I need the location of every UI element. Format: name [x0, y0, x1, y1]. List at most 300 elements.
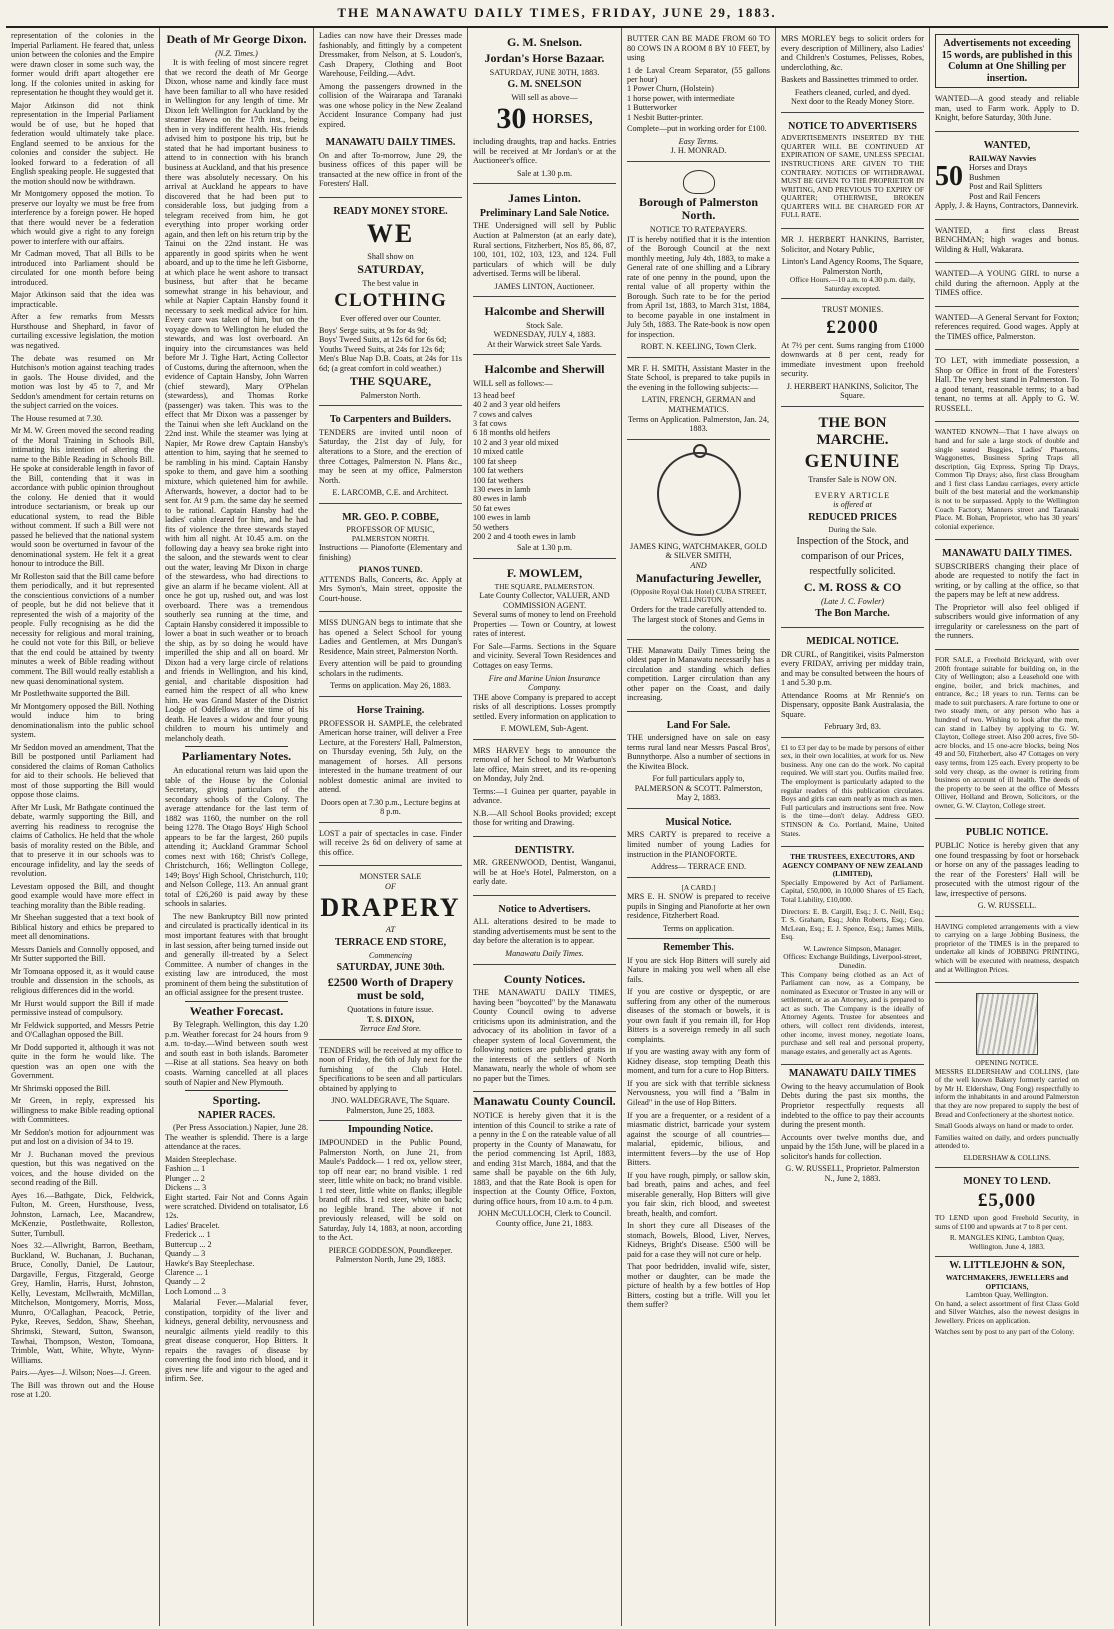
- ad-jobbing: [935, 920, 1079, 983]
- ad-body: Owing to the heavy accumulation of Book Debts during the past six months, the Proprietor respectfully requests all indebted to the office to pay their accounts during the present month.: [781, 1081, 924, 1130]
- article-headline: Death of Mr George Dixon.: [166, 32, 307, 46]
- race-result: Quandy ... 3: [165, 1249, 206, 1259]
- race-results: [165, 1155, 308, 1296]
- ad-body: BUTTER CAN BE MADE FROM 60 TO 80 COWS IN A ROOM 8 BY 10 FEET, by using: [627, 34, 770, 63]
- article-paragraph: Noes 32.—Allwright, Barron, Beetham, Buckland, W. Buchanan, J. Buchanan, Bruce, Conolly, Daniel, De Lautour, Dargaville, Fergus, Fitzgerald, George Grey, Hamlin, Harris, Hurst, Johnston, Kelly, Levestam, McIlwraith, McMillan, Mitchelson, Montgomery, Morris, Moss, Munro, O'Callaghan, Peacock, Petrie, Pyke, Reeves, Seddon, Shaw, Sheehan, Shrimski, Steward, Sutton, Swanson, Tawhai, Thompson, Weston, Tomoana, Trimble, Watt, White, Whyte, Wynn-Williams.: [11, 1241, 154, 1365]
- hop-bitters-paragraph: If you are sick Hop Bitters will surely aid Nature in making you well when all else fails.: [627, 955, 770, 984]
- ad-signature: R. MANGLES KING, Lambton Quay, Wellington. June 4, 1883.: [949, 1233, 1065, 1251]
- ad-body: WANTED—A good steady and reliable man, used to Farm work. Apply to D. Knight, before Saturday, 30th June.: [935, 94, 1079, 123]
- ad-county-notices: [473, 968, 616, 1093]
- ad-address: THE SQUARE, PALMERSTON.: [494, 581, 595, 591]
- article-paragraph: Mr Montgomery opposed the motion. To preserve our loyalty we must be free from interference by a foreign power. He hoped that there would never be a federation which would give a right to any foreign power to interfere with our affairs.: [11, 189, 154, 246]
- ad-body: TO LET, with immediate possession, a Shop or Office in front of the Foresters' Hall. The very best stand in Palmerston. To a good tenant, reasonable terms; to a bad tenant, no terms at all. Apply to G. W. RUSSELL.: [935, 356, 1079, 413]
- ad-text: MONSTER SALE: [359, 872, 422, 882]
- ad-bakery: [935, 986, 1079, 1168]
- ad-address: THE SQUARE,: [349, 374, 432, 389]
- ad-body: Directors: E. B. Cargill, Esq.; J. C. Neill, Esq.; T. S. Graham, Esq.; John Roberts, Esq.; Geo. McLean, Esq.; E. J. Spence, Esq.; James Mills, Esq.: [781, 906, 924, 942]
- ad-trust-monies: [781, 302, 924, 407]
- ad-text: is offered at: [833, 500, 872, 510]
- ad-text: EVERY ARTICLE: [814, 490, 891, 500]
- ad-body: Apply, J. & Hayns, Contractors, Dannevirk.: [935, 201, 1079, 211]
- ad-office-move: [319, 132, 462, 198]
- ad-town: Palmerston North.: [360, 390, 421, 400]
- ad-body: ADVERTISEMENTS INSERTED BY THE QUARTER WILL BE CONTINUED AT EXPIRATION OF SAME, UNLESS SPECIAL INSTRUCTIONS ARE GIVEN TO THE CONTRARY. NOTICES OF WITHDRAWAL MUST BE GIVEN TO THE PROPRIETOR IN WRITING, AND PREVIOUS TO EXPIRY OF QUARTER; OTHERWISE, BROKEN QUARTERS WILL BE CHARGED FOR AT FULL RATE.: [781, 133, 924, 220]
- ad-signature: G. W. RUSSELL.: [977, 901, 1037, 911]
- ad-date: SATURDAY, JUNE 30TH, 1883.: [489, 67, 600, 77]
- stock-item: 40 2 and 3 year old heifers: [473, 400, 561, 410]
- article-body: An educational return was laid upon the table of the House by the Colonial Secretary, giving particulars of the secondary schools of the Colony. The average attendance for the last term of 1882 was 1160, the number on the roll being 1278. The Otago Boys' High School appears to be far the largest, 260 pupils attending it; Auckland Grammar School comes next with 168; Christ's College, Christchurch, 166; Wellington College, 149; Boys' High School, Christchurch, 110; and Nelson College, 113. An annual grant total of £26,260 is paid away by these schools in salaries.: [165, 766, 308, 909]
- ad-notice-to-advertisers: [781, 116, 924, 229]
- ad-text: AND: [690, 560, 707, 570]
- ad-signature: PALMERSON & SCOTT. Palmerston, May 2, 1883.: [634, 783, 763, 803]
- divider: [185, 1001, 288, 1002]
- race-result: Hawke's Bay Steeplechase.: [165, 1258, 255, 1268]
- article-paragraph: Mr Cadman moved, That all Bills to be introduced into Parliament should be circulated for one month before being introduced.: [11, 249, 154, 287]
- ad-body: TENDERS will be received at my office to noon of Friday, the 6th of July next for the furnishing of the Club Hotel. Specifications to be seen and all particulars obtained by applying to: [319, 1045, 462, 1093]
- ad-text: Office Hours.—10 a.m. to 4.30 p.m. daily, Saturday excepted.: [789, 275, 916, 293]
- ad-body: Accounts over twelve months due, and unpaid by the 15th June, will be placed in a solicitor's hands for collection.: [781, 1132, 924, 1161]
- article-body: It is with feeling of most sincere regret that we record the death of Mr George Dixon, whose name and kindly face must have been familiar to all who have resided in Wellington for any length of time. Mr Dixon left Wellington for Auckland by the steamer Hawea on the 17th inst., being then in very indifferent health. His friends advised him to postpone his trip, but he stated that he had important business to attend to in connection with his branch business at Auckland, and that his presence there was absolutely necessary. On his arrival at Auckland he appears to have discovered that he had been put to considerable loss, but judging from a telegram received from him, he got everything into proper working order again, and then left on his return trip by the Tainui on the 22nd instant. He was apparently in good spirits when he went aboard, and up to the time he left Gisborne, at which place he went ashore to transact business, but after that he became somewhat strange in his behaviour, and while at Napier Captain Hansby found it necessary to seek medical advice for him. Every care was taken of him, but on the voyage down to Wellington he eluded the stewards, and was lost overboard. An inquiry into the circumstances was held before Mr J. Tighe Hart, Acting Collector of Customs, during the afternoon, when the evidence of Captain Hansby, John Warren (chief steward), Mary O'Phelan (stewardess), and Thomas Rorke (passenger) was taken. This was to the effect that Mr Dixon was a passenger by the Tainui when she left Auckland on the 22nd inst. While the steamer was lying at Napier, Mr Rowe drew Captain Hansby's attention to him, saying that he seemed to be rambling in his mind. Captain Hansby spoke to them, and gave him a soothing mixture, which quietened him for awhile. Afterwards, however, a doctor had to be sent for. At 9 p.m. the same day he seemed to be rational. Captain Hansby had the ladies' cabin cleared for him, and he had fits of violence the three stewards stayed with him all night. At 10.45 a.m. on the following day a heavy sea broke right into the saloon, and the stewards went to clear out the water, leaving Mr Dixon in charge of the stewardess, who had directions to give an alarm if he became violent. All at once he got up, rushed out, and was lost overboard. There was a tremendous southerly sea running at the time, and Captain Hansby considered it impossible to lower a boat in such weather or to broach the ship, as by so doing he would have imperilled the ship and all on board. Mr Dixon had a very large circle of relations and friends in Wellington, and his kind, genial, and charitable disposition had earned him the respect of all who knew him. He was Grand Master of the District Lodge of Oddfellows at the time of his death. He leaves a widow and four young children to mourn his untimely and melancholy death.: [165, 58, 308, 743]
- ad-text: Feathers cleaned, curled, and dyed.: [794, 87, 911, 97]
- stock-item: 10 mixed cattle: [473, 447, 524, 457]
- columns: [6, 28, 1108, 1626]
- ad-medical: [781, 631, 924, 738]
- article-body: By Telegraph. Wellington, this day 1.20 p.m. Weather forecast for 24 hours from 9 a.m. to-day.—Wind between south west and south east in both islands. Barometer—Rise at all stations. Sea heavy on both coasts. Warning cancelled at all places south of Napier and New Plymouth.: [165, 1020, 308, 1087]
- column-2: [160, 28, 314, 1626]
- ad-body: MR J. HERBERT HANKINS, Barrister, Solicitor, and Notary Public,: [781, 234, 924, 254]
- hop-bitters-paragraph: If you are wasting away with any form of Kidney disease, stop tempting Death this moment, and turn for a cure to Hop Bitters.: [627, 1047, 770, 1076]
- ad-body: ATTENDS Balls, Concerts, &c. Apply at Mrs Symon's, Main street, opposite the Court-house.: [319, 574, 462, 603]
- divider: [185, 1090, 288, 1091]
- ad-heading: F. MOWLEM,: [506, 566, 583, 580]
- ad-halcombe-1: [473, 300, 616, 355]
- ad-monster-sale: [319, 869, 462, 1040]
- hop-bitters-paragraph: In short they cure all Diseases of the stomach, Bowels, Blood, Liver, Nerves, Kidneys, Bright's Disease. £500 will be paid for a case they will not cure or help.: [627, 1221, 770, 1259]
- ad-body: Every attention will be paid to grounding scholars in the rudiments.: [319, 659, 462, 678]
- ad-text: For full particulars apply to,: [652, 774, 745, 784]
- article-body: Malarial Fever.—Malarial fever, constipation, torpidity of the liver and kidneys, general debility, nervousness and neuralgic ailments yield readily to this great disease conqueror, Hop Bitters. It repairs the ravages of disease by converting the food into rich blood, and it gives new life and vigour to the aged and infirm. See.: [165, 1298, 308, 1384]
- stock-item: 100 fat wethers: [473, 475, 524, 485]
- article-paragraph: Mr Sheehan suggested that a text book of Biblical history and ethics be prepared to meet all denominations.: [11, 913, 154, 942]
- article-paragraph: Mr Postlethwaite supported the Bill.: [11, 689, 130, 699]
- article-paragraph: Major Atkinson said that the idea was impracticable.: [11, 290, 154, 309]
- ad-text: Sale at 1.30 p.m.: [516, 168, 573, 178]
- subheading: NAPIER RACES.: [197, 1109, 276, 1121]
- ad-body: Baskets and Bassinettes trimmed to order.: [781, 75, 919, 85]
- ad-text: Ever offered over our Counter.: [340, 314, 441, 324]
- ad-text: Late County Collector, VALUER, AND COMMISSION AGENT.: [479, 591, 610, 610]
- ad-body: For Sale—Farms. Sections in the Square and vicinity. Several Town Residences and Cottages on easy Terms.: [473, 641, 616, 670]
- article-paragraph: Mr Shrimski opposed the Bill.: [11, 1083, 111, 1093]
- ad-body: PROFESSOR H. SAMPLE, the celebrated American horse trainer, will deliver a Free Lecture, at the Foresters' Hall, Palmerston, on Thursday evening, 5th July, on the management of horses. All persons interested in the humane treatment of our noblest domestic animal are invited to attend.: [319, 718, 462, 795]
- ad-body: HAVING completed arrangements with a view to carrying on a large Jobbing Business, the proprietor of the TIMES is in the prepared to undertake all kinds of JOBBING PRINTING, which will be executed with neatness, despatch and at Wellington Prices.: [935, 921, 1079, 974]
- article-paragraph: Mr Dodd supported it, although it was not quite in the form he would like. The question was an open one with the Government.: [11, 1042, 154, 1081]
- ad-heading: READY MONEY STORE.: [333, 205, 448, 217]
- pocket-watch-icon: [657, 452, 741, 536]
- paragraph: Ladies can now have their Dresses made fashionably, and fittingly by a competent Dressmaker, from Nelson, at S. Loudon's, Cash Drapery, Clothing and Boot Warehouse, Feilding.—Advt.: [319, 31, 462, 79]
- masthead: THE MANAWATU DAILY TIMES, FRIDAY, JUNE 29, 1883.: [6, 0, 1108, 28]
- section-heading: Weather Forecast.: [189, 1003, 284, 1018]
- ad-body: MRS MORLEY begs to solicit orders for every description of Millinery, also Ladies' and Children's Costumes, Pelisses, Robes, underclothing, &c.: [781, 34, 924, 72]
- ad-butter: [627, 31, 770, 162]
- ad-body: SUBSCRIBERS changing their place of abode are requested to notify the fact in writing, or by calling at the office, so that the papers may be left at new address.: [935, 561, 1079, 600]
- ad-text: £2500 Worth of Drapery must be sold,: [327, 974, 454, 1003]
- article-paragraph: Mr Rolleston said that the Bill came before them periodically, and it but represented the conscientious convictions of a number of people, but he did not believe that it represented the wish of a majority of the people. Fully recognising as he did the necessity for religious and moral training, he could not vote for this Bill, or believe that the end could be attained by twenty minutes a week of Bible reading without comment. The Bill would really establish a new quasi denominational system.: [11, 571, 154, 686]
- ad-heading: JAMES KING, WATCHMAKER, GOLD & SILVER SMITH,: [630, 541, 767, 561]
- article-paragraph: Mr Seddon's motion for adjournment was put and lost on a division of 34 to 19.: [11, 1127, 154, 1147]
- ad-body: TENDERS are invited until noon of Saturday, the 21st day of July, for alterations to a Store, and the erection of three Cottages, Palmerston N. Plans &c., may be seen at my office, Palmerston North.: [319, 427, 462, 485]
- ad-heading: County Notices.: [503, 971, 586, 986]
- ad-body: DR CURL, of Rangitikei, visits Palmerston every FRIDAY, arriving per midday train, and may be consulted between the hours of 1 and 5.30 p.m.: [781, 649, 924, 688]
- ad-heading: James Linton.: [508, 191, 581, 206]
- stock-item: 50 fat ewes: [473, 503, 511, 513]
- ad-body: On and after To-morrow, June 29, the business offices of this paper will be transacted at the new office in front of the Foresters' Hall.: [319, 150, 462, 189]
- ad-heading: TRUST MONIES.: [821, 305, 884, 315]
- article-paragraph: After Mr Lusk, Mr Bathgate continued the debate, warmly supporting the Bill, and averring his readiness to recognise the claims of Catholics. He held that the whole basis of morality rested on the Bible, and that to preserve it in our schools was to encourage infidelity, and lay the seeds of revolution.: [11, 802, 154, 879]
- ad-bon-marche: [781, 410, 924, 628]
- equipment-list: [627, 66, 770, 123]
- ad-heading: THE BON MARCHE.: [816, 414, 889, 449]
- ad-big-text: DRAPERY: [320, 893, 461, 923]
- ad-heading: Impounding Notice.: [347, 1124, 433, 1136]
- ad-littlejohn: [935, 1260, 1079, 1337]
- ad-subheading: NOTICE TO RATEPAYERS.: [649, 225, 748, 235]
- ad-text: Commencing: [368, 950, 413, 960]
- ad-body: WANTED—A YOUNG GIRL to nurse a child during the afternoon. Apply at the TIMES office.: [935, 269, 1079, 298]
- clothing-item: Men's Blue Nap D.B. Coats, at 24s for 11s 6d; (a great comfort in cold weather.): [319, 354, 462, 373]
- ad-heading: G. M. Snelson.: [506, 35, 582, 49]
- ad-county-council: [473, 1095, 616, 1228]
- ad-ready-money-store: [319, 201, 462, 407]
- article-paragraph: Mr M. W. Green moved the second reading of the Moral Training in Schools Bill, intimating his intention of altering the name to the Bible Reading in Schools Bill. He spoke at considerable length in favor of the Bill, contending that it was in accordance with public opinion throughout the colony. He denied that it would introduce sectarianism, or break up our educational system, to read the Bible without comment. If such a Bill were not passed he believed that the national system would soon be overturned in favour of the denominational system. He felt it a great honour to introduce the Bill.: [11, 426, 154, 569]
- article-paragraph: Ayes 16.—Bathgate, Dick, Feldwick, Fulton, M. Green, Hursthouse, Ivess, Johnston, Larnach, Lee, Macandrew, McKenzie, Postlethwaite, Rolleston, Sutter, Turnbull.: [11, 1190, 154, 1238]
- column-6: [776, 28, 930, 1626]
- ad-halcombe-2: [473, 358, 616, 559]
- ad-tenders: [319, 409, 462, 503]
- ad-body: £1 to £3 per day to be made by persons of either sex, in their own localities, at work for us. New business. Any one can do the work. No capital required. We will start you. Outfits mailed free. The employment is particularly adapted to the regular readers of this publication circulates. Boys and girls can earn nearly as much as men. Full particulars and instructions sent free. Now is the time—don't delay. Address GEO. STINSON & Co. Portland, Maine, United States.: [781, 742, 924, 838]
- ad-body: Complete—put in working order for £100.: [627, 124, 767, 134]
- ad-body: MISS DUNGAN begs to intimate that she has opened a Select School for young Ladies and Gentlemen, at Mrs Dungan's Residence, Main street, Palmerston North.: [319, 618, 462, 656]
- ad-text: Bushmen: [969, 172, 1000, 182]
- article-body: (Per Press Association.) Napier, June 28. The weather is splendid. There is a large attendance at the races.: [165, 1123, 308, 1152]
- article-paragraph: Mr Green, in reply, expressed his willingness to make Bible reading optional with Committees.: [11, 1096, 154, 1125]
- hop-bitters-paragraph: If you are sick with that terrible sickness Nervousness, you will find a "Balm in Gilead" in the use of Hop Bitters.: [627, 1078, 770, 1107]
- article-paragraph: Major Atkinson did not think representation in the Imperial Parliament would be of use, but he hoped that federation would ultimately take place. England seemed to be anxious for the colonies and consider the subject. He looked forward to a federation of all English speaking people. He suggested that the motion should now be withdrawn.: [11, 100, 154, 186]
- ad-heading: Manufacturing Jeweller,: [635, 571, 762, 586]
- ad-body: THE MANAWATU DAILY TIMES, having been "boycotted" by the Manawatu County Council owing to adverse criticisms upon its administration, and the advocacy of its abolition in favor of a cheaper system of local Government, the following notices are published gratis in the interests of the settlers of North Manawatu, nearly the whole of whom see no paper but the Times.: [473, 988, 616, 1083]
- ad-body: IT is hereby notified that it is the intention of the Borough Council at the next monthly meeting, July 4th, 1883, to make a General rate of one shilling and a Library rate of one penny in the pound, upon the rental value of all property within the Borough. Such rate to be for the period from April 1st, 1883, to March 31st, 1884, to become payable in one instalment in July 5th, 1883. The Rate-book is now open for inspection.: [627, 234, 770, 339]
- ad-body: N.B.—All School Books provided; except those for writing and Drawing.: [473, 808, 616, 828]
- ad-stinson: [781, 741, 924, 847]
- ad-heading: W. LITTLEJOHN & SON,: [949, 1260, 1065, 1272]
- ad-heading: The Bon Marche.: [815, 608, 890, 620]
- ad-text: W. Lawrence Simpson, Manager.: [803, 943, 902, 953]
- ad-address: Offices: Exchange Buildings, Liverpool-street, Dunedin.: [783, 952, 922, 971]
- stock-item: 100 ewes in lamb: [473, 513, 531, 523]
- article-paragraph: The House resumed at 7.30.: [11, 413, 103, 423]
- race-result: Dickens ... 3: [165, 1183, 207, 1193]
- hop-bitters-paragraph: That poor bedridden, invalid wife, sister, mother or daughter, can be made the picture of health by a few bottles of Hop Bitters, costing but a trifle. Will you let them suffer?: [627, 1262, 770, 1310]
- ad-address: (Opposite Royal Oak Hotel) CUBA STREET, WELLINGTON.: [630, 586, 767, 605]
- ad-body: NOTICE is hereby given that it is the intention of this Council to strike a rate of a penny in the £ on the rateable value of all property in the County of Manawatu, for the period commencing 1st April, 1883, and ending 31st March, 1884, and that the same shall be payable on the 6th July, 1883, and that the Rate Book is open for inspection at the County Office, Foxton, during office hours, from 10 a.m. to 4 p.m.: [473, 1111, 616, 1206]
- article-paragraph: Mr J. Buchanan moved the previous question, but this was negatived on the voices, and the house divided on the second reading of the Bill.: [11, 1149, 154, 1188]
- column-1: [6, 28, 160, 1626]
- ad-heading: OPENING NOTICE.: [975, 1058, 1039, 1068]
- clothing-item: Youths Tweed Suits, at 24s for 12s 6d;: [319, 344, 445, 354]
- clothing-item: Boys' Tweed Suits, at 12s 6d for 6s 6d;: [319, 335, 447, 345]
- ad-text: During the Sale.: [828, 524, 877, 534]
- article-paragraph: Mr Hurst would support the Bill if made permissive instead of compulsory.: [11, 998, 154, 1018]
- ad-body: IMPOUNDED in the Public Pound, Palmerston North, on June 21, from Maule's Paddock— 1 red ox, yellow steer, top off near ear; no brand visible. 1 red steer, little white on back; no brand visible. 1 red steer, little white on flanks; illegible brand off ribs. 1 red steer, white on back; no legible brand. The above if not previously released, will be sold on Saturday, July 14, 1883, at noon, according to the Act.: [319, 1138, 462, 1243]
- ad-signature: PIERCE GODDESON, Poundkeeper. Palmerston North, June 29, 1883.: [328, 1245, 453, 1265]
- ad-day: SATURDAY,: [357, 262, 424, 277]
- ad-hop-bitters: [627, 942, 770, 1310]
- ad-signature: JNO. WALDEGRAVE, The Square. Palmerston, June 25, 1883.: [331, 1096, 450, 1115]
- ad-heading: MEDICAL NOTICE.: [806, 636, 899, 647]
- equipment-item: 1 Power Churn, (Holstein): [627, 84, 714, 94]
- ad-body: including draughts, trap and hacks. Entries will be received at Mr Jordan's or at the Auctioneer's office.: [473, 137, 616, 166]
- ad-musical: [627, 812, 770, 878]
- ad-body: Terms:—1 Guinea per quarter, payable in advance.: [473, 786, 616, 806]
- stock-item: 10 2 and 3 year old mixed: [473, 437, 559, 447]
- ad-big-number: 30: [496, 102, 527, 136]
- article-paragraph: After a few remarks from Messrs Hursthouse and Shephard, in favor of curtailing excessive legislation, the motion was negatived.: [11, 312, 154, 350]
- ad-impounding: [319, 1124, 462, 1264]
- ad-morley: [781, 31, 924, 113]
- article-paragraph: The debate was resumed on Mr Hutchison's motion against teaching trades in gaols. The House divided, and the motion was lost by 45 to 7, and Mr Seddon's amendment for certain returns on the subject carried on the voices.: [11, 353, 154, 411]
- ad-borough: [627, 165, 770, 358]
- ad-text: Post and Rail Splitters: [969, 182, 1043, 192]
- ad-mowlem: [473, 562, 616, 740]
- ad-signature: JAMES LINTON, Auctioneer.: [494, 281, 595, 291]
- ad-text: (Late J. C. Fowler): [821, 596, 884, 606]
- ad-subheading: Stock Sale.: [526, 320, 563, 330]
- stock-item: 80 ewes in lamb: [473, 494, 527, 504]
- stock-item: 100 fat wethers: [473, 466, 524, 476]
- ad-body: MR. GREENWOOD, Dentist, Wanganui, will be at Hoe's Hotel, Palmerston, on a early date.: [473, 858, 616, 887]
- ad-body: THE Manawatu Daily Times being the oldest paper in Manawatu necessarily has a circulation and standing which defies competition. Larger circulation than any other paper on the Coast, and daily increasing.: [627, 645, 770, 703]
- ad-text: Terrace End Store.: [359, 1024, 422, 1034]
- ad-address: Linton's Land Agency Rooms, The Square, Palmerston North,: [781, 257, 924, 276]
- ad-date: Terms on application. May 26, 1883.: [330, 681, 451, 691]
- ad-body: MR F. H. SMITH, Assistant Master in the State School, is prepared to take pupils in the evening in the following subjects:—: [627, 363, 770, 392]
- ad-signature: J. HERBERT HANKINS, Solicitor, The Square.: [786, 381, 919, 401]
- ad-text: WILL sell as follows:—: [473, 379, 553, 389]
- equipment-item: 1 horse power, with intermediate: [627, 93, 735, 103]
- ad-text: Doors open at 7.30 p.m., Lecture begins at 8 p.m.: [320, 797, 461, 817]
- ad-horse-training: [319, 700, 462, 823]
- column-header-box: Advertisements not exceeding 15 words, are published in this Column at One Shilling per insertion.: [935, 34, 1079, 88]
- article-paragraph: The Bill was thrown out and the House rose at 1.20.: [11, 1380, 154, 1400]
- ad-signature: G. W. RUSSELL, Proprietor. Palmerston N., June 2, 1883.: [785, 1164, 920, 1183]
- ad-body: Families waited on daily, and orders punctually attended to.: [935, 1132, 1079, 1151]
- ad-big-number: £2000: [826, 316, 879, 338]
- ad-heading: DENTISTRY.: [514, 844, 575, 856]
- ad-subheading: Preliminary Land Sale Notice.: [479, 207, 610, 219]
- ad-heading: MANAWATU DAILY TIMES: [788, 1068, 917, 1080]
- ad-body: The Proprietor will also feel obliged if subscribers would give information of any irregularity or carelessness on the part of the runners.: [935, 602, 1079, 641]
- ad-dentistry: [473, 840, 616, 896]
- ad-heading: Borough of Palmerston North.: [638, 194, 759, 223]
- stock-item: 6 18 months old heifers: [473, 428, 551, 438]
- ad-text: Transfer Sale is NOW ON.: [808, 475, 897, 485]
- ad-heading: THE TRUSTEES, EXECUTORS, AND AGENCY COMPANY OF NEW ZEALAND (LIMITED),: [782, 852, 923, 879]
- ad-body: WANTED KNOWN—That I have always on hand and for sale a large stock of double and single seated Buggies, Ladies' Phaetons, Waggonettes, Business Spring Traps all description, Gig Express, Spring Tip Drays, Common Tip Drays; also, first class Brougham and 1 first class Landau carriages, every article built of the best material and the workmanship is not to be surpassed. Apply to the Wellington Coach Factory, Manners street and Taranaki Place. M. Bohan, Proprietor, who has 30 years' colonial experience.: [935, 427, 1079, 531]
- ad-body: At 7½ per cent. Sums ranging from £1000 downwards at 8 per cent, ready for immediate investment upon freehold security.: [781, 340, 924, 379]
- ad-body: Attendance Rooms at Mr Rennie's on Dispensary, opposite Bank Australasia, the Square.: [781, 690, 924, 719]
- ad-signature: ELDERSHAW & COLLINS.: [963, 1152, 1051, 1162]
- ad-lost: [319, 826, 462, 867]
- ad-wanted-girl: [935, 266, 1079, 307]
- ad-land: [627, 715, 770, 809]
- ad-signature: ROBT. N. KEELING, Town Clerk.: [640, 342, 757, 352]
- ad-address: Lambton Quay, Wellington.: [965, 1290, 1049, 1300]
- ad-body: MRS E. H. SNOW is prepared to receive pupils in Singing and Pianoforte at her own residence, Fitzherbert Road.: [627, 892, 770, 921]
- ad-hankins: [781, 232, 924, 299]
- ad-heading: [A CARD.]: [681, 882, 716, 892]
- ad-big-text: WE: [366, 219, 415, 249]
- ad-signature: T. S. DIXON,: [367, 1014, 414, 1024]
- stock-item: 13 head beef: [473, 390, 515, 400]
- ad-heading: MANAWATU DAILY TIMES.: [942, 548, 1072, 560]
- ad-heading: To Carpenters and Builders.: [329, 414, 452, 426]
- ad-body: Small Goods always on hand or made to order.: [935, 1121, 1074, 1131]
- ad-body: This Company being clothed as an Act of Parliament can now, as a Company, be nominated as Executor or Trustee in any will or settlement, or as an Attorney, and is prepared to act as such. The Company is the ideally of Attorney Agents. Trustee for absentees and others, will collect rent dividends, interest, other income, invest money, negotiate loans, purchase and sell real and personal property, manage estates, and generally act as Agents.: [781, 969, 924, 1056]
- column-3: [314, 28, 468, 1626]
- ad-heading: Horse Training.: [356, 704, 425, 716]
- ad-text: LATIN, FRENCH, GERMAN and MATHEMATICS.: [641, 395, 756, 414]
- ad-text: Orders for the trade carefully attended to.: [630, 605, 767, 615]
- ad-town: PALMERSTON NORTH.: [351, 533, 430, 543]
- stock-item: 50 wethers: [473, 522, 509, 532]
- race-result: Loch Lomond ... 3: [165, 1286, 226, 1296]
- ad-heading: C. M. ROSS & CO: [803, 580, 902, 595]
- ad-to-let: [935, 353, 1079, 422]
- wheat-sheaf-icon: [976, 993, 1038, 1055]
- race-result: Maiden Steeplechase.: [165, 1154, 237, 1164]
- ad-text: Terms on Application. Palmerston, Jan. 24, 1883.: [627, 414, 770, 434]
- ad-heading: Notice to Advertisers.: [498, 903, 591, 915]
- ad-wanted-navvies: [935, 135, 1079, 220]
- ad-body: MRS HARVEY begs to announce the removal of her School to Mr Warburton's late office, Main street, and its re-opening on Monday, July 2nd.: [473, 745, 616, 784]
- section-heading: Parliamentary Notes.: [181, 749, 292, 764]
- stock-item: 7 cows and calves: [473, 409, 533, 419]
- ad-text: AT: [385, 925, 396, 935]
- ad-harvey: [473, 743, 616, 837]
- ad-text: Next door to the Ready Money Store.: [790, 97, 915, 107]
- ad-snelson: [473, 31, 616, 184]
- ad-heading: MONEY TO LEND.: [963, 1176, 1051, 1188]
- ad-heading: PUBLIC NOTICE.: [965, 827, 1049, 839]
- ad-public-notice: [935, 822, 1079, 916]
- stock-list: [473, 391, 616, 542]
- race-result: Eight started. Fair Not and Conns Again were scratched. Dividend on totalisator, L6 12s.: [165, 1192, 308, 1221]
- ad-heading: REDUCED PRICES: [808, 511, 897, 523]
- ad-body: PUBLIC Notice is hereby given that any one found trespassing by foot or horseback or horse on any of the passages leading to the rear of the Foresters' Hall will be prosecuted with the utmost rigour of the law, irrespective of persons.: [935, 841, 1079, 898]
- ad-heading: G. M. SNELSON: [507, 79, 582, 91]
- ad-body: TO LEND upon good Freehold Security, in sums of £100 and upwards at 7 to 8 per cent.: [935, 1213, 1079, 1231]
- ad-text: Easy Terms.: [678, 136, 719, 146]
- ad-big-text: HORSES,: [532, 111, 593, 127]
- stock-item: 130 ewes in lamb: [473, 484, 531, 494]
- race-result: Fashion ... 1: [165, 1164, 206, 1174]
- equipment-item: 1 Nesbit Butter-printer.: [627, 112, 704, 122]
- ad-body: LOST a pair of spectacles in case. Finder will receive 2s 6d on delivery of same at this office.: [319, 828, 462, 857]
- ad-body: WANTED—A General Servant for Foxton; references required. Good wages. Apply at the TIMES office, Palmerston.: [935, 312, 1079, 341]
- ad-heading: NOTICE TO ADVERTISERS: [788, 120, 917, 132]
- ad-text: Shall show on: [367, 251, 414, 261]
- ad-signature: J. H. MONRAD.: [670, 146, 727, 156]
- race-result: Plunger ... 2: [165, 1173, 205, 1183]
- ad-body: THE Undersigned will sell by Public Auction at Palmerston (at an early date), Rural sections, Fitzherbert, Nos 85, 86, 87, 100, 101, 102, 103, 123, and 124. Full particulars of which will be duly advertised. Terms will be liberal.: [473, 221, 616, 279]
- hop-bitters-paragraph: If you are costive or dyspeptic, or are suffering from any other of the numerous diseases of the stomach or bowels, it is your own fault if you remain ill, for Hop Bitters is a sovereign remedy in all such complaints.: [627, 987, 770, 1044]
- hop-bitters-paragraph: If you are a frequenter, or a resident of a miasmatic district, barricade your system against the scourge of all countries—malarial, epidemic, bilious, and intermittent fevers—by the use of Hop Bitters.: [627, 1110, 770, 1168]
- ad-times-circulation: [627, 643, 770, 712]
- article-source: (N.Z. Times.): [215, 48, 258, 58]
- article-paragraph: Mr Seddon moved an amendment, That the Bill be postponed until Parliament had considered the claims of Roman Catholics for aid to their schools. He believed that most of those supporting the Bill would oppose those claims.: [11, 742, 154, 800]
- ad-text: The largest stock of Stones and Gems in the colony.: [632, 614, 765, 634]
- hop-bitters-paragraph: If you have rough, pimply, or sallow skin, bad breath, pains and aches, and feel miserable generally, Hop Bitters will give you fair skin, rich blood, and sweetest breath, health, and comfort.: [627, 1170, 770, 1218]
- ad-heading: TERRACE END STORE,: [334, 936, 447, 948]
- ad-body: MRS CARTY is prepared to receive a limited number of young Ladies for instruction in the PIANOFORTE.: [627, 830, 770, 859]
- ad-text: Quotations in future issue.: [347, 1005, 434, 1015]
- divider: [185, 746, 288, 747]
- section-heading: Sporting.: [212, 1093, 261, 1108]
- ad-body: WANTED, a first class Breast BENCHMAN; high wages and bonus. Wilding & Hull, Wakarara.: [935, 225, 1079, 254]
- ad-school: [319, 615, 462, 697]
- ad-date: WEDNESDAY, JULY 4, 1883.: [493, 330, 596, 340]
- ad-signature: Manawatu Daily Times.: [505, 949, 584, 958]
- ad-body: FOR SALE, a Freehold Brickyard, with over 200ft frontage suitable for building on, in the City of Wellington; also a Leasehold one with engine, boiler, and brick machines, and entrance, &c.; 18 years to run. Terms can be made to suit purchasers. A rare fortune to one or two steady men, or any person who has a hundred of two. Wishing to look after the men, can stand in Lalbey by applying to G. W. Clayton, College street. Also 200 acres, five 50-acre blocks, and 15 one-acre blocks, being Nos 49 and 50, Fitzherbert, also 47 Cottages on very easy terms, from 125 each. Every property to be sold very cheap, as the owner is retiring from business on account of ill health. The deeds of the property to be seen at the office of Messrs Olliver, Holland and Brown, Solicitors, or the owner, G. W. Clayton, College street.: [935, 655, 1079, 810]
- ad-text: RAILWAY Navvies: [969, 153, 1037, 163]
- paragraph: Among the passengers drowned in the collision of the Wairarapa and Taranaki was one whose policy in the New Zealand Accident Insurance Company had just expired.: [319, 81, 462, 129]
- ad-text: OF: [385, 881, 396, 891]
- ad-text: Fire and Marine Union Insurance Company.: [488, 673, 601, 693]
- ad-wanted-servant: [935, 310, 1079, 351]
- ad-wanted-benchman: [935, 223, 1079, 264]
- ad-heading: Halcombe and Sherwill: [484, 362, 605, 377]
- clothing-item: Boys' Serge suits, at 9s for 4s 9d;: [319, 325, 428, 335]
- ad-text: The best value in: [362, 278, 419, 288]
- equipment-item: 1 Butterworker: [627, 103, 677, 113]
- race-result: Ladies' Bracelet.: [165, 1220, 220, 1230]
- ad-wanted-known: [935, 425, 1079, 540]
- article-paragraph: Levestam opposed the Bill, and thought good example would have more effect in teaching morality than the Bible reading.: [11, 881, 154, 910]
- race-result: Clarence ... 1: [165, 1268, 209, 1278]
- ad-body: THE undersigned have on sale on easy terms rural land near Messrs Pascal Bros', Bunnythorpe. Also a number of sections in the Kiwitea Block.: [627, 733, 770, 771]
- ad-subscribers: [935, 543, 1079, 650]
- ad-body: THE above Company is prepared to accept risks of all descriptions. Losses promptly settled. Every information on application to: [473, 692, 616, 721]
- ad-brickyard: [935, 653, 1079, 819]
- ad-book-debts: [781, 1068, 924, 1183]
- ad-text: PIANOS TUNED.: [358, 565, 423, 575]
- ad-big-text: GENUINE: [804, 451, 901, 473]
- article-paragraph: Mr Tomoana opposed it, as it would cause trouble and dissension in the schools, as religious differences did in the world.: [11, 966, 154, 995]
- ad-heading: WANTED,: [983, 139, 1031, 151]
- hop-bitters-list: [627, 956, 770, 1310]
- ad-signature: JOHN McCULLOCH, Clerk to Council. County office, June 21, 1883.: [477, 1209, 612, 1228]
- article-paragraph: Mr Montgomery opposed the Bill. Nothing would induce him to bring denominationalism into the public school system.: [11, 701, 154, 740]
- ad-text: Sale at 1.30 p.m.: [516, 543, 573, 553]
- ad-text: Post and Rail Fencers: [969, 191, 1041, 201]
- ad-heading: Remember This.: [663, 942, 734, 954]
- ad-smith: [627, 361, 770, 440]
- ad-music: [319, 507, 462, 613]
- stock-item: 100 fat sheep: [473, 456, 517, 466]
- stock-item: 3 fat cows: [473, 419, 507, 428]
- ad-heading: Jordan's Horse Bazaar.: [484, 50, 605, 65]
- race-result: Frederick ... 1: [165, 1230, 211, 1240]
